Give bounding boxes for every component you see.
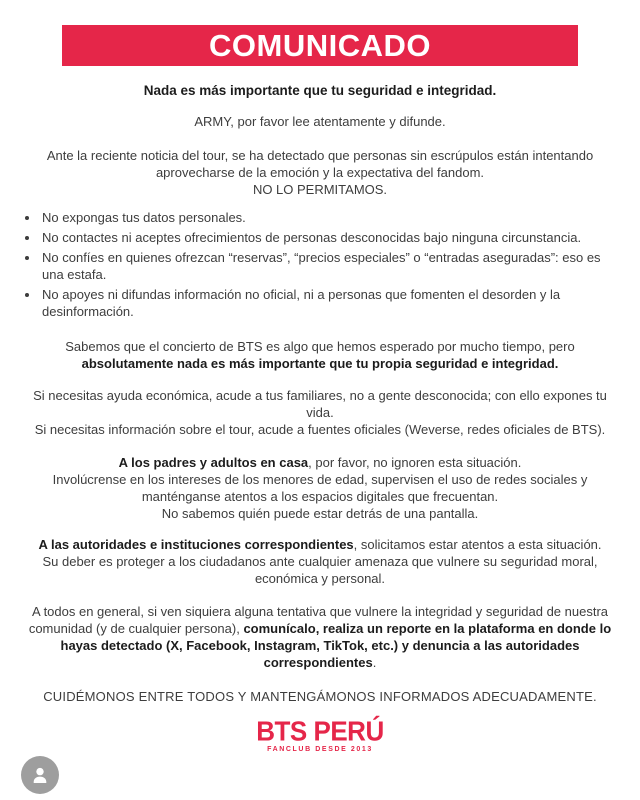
context-text: Ante la reciente noticia del tour, se ha detectado que personas sin escrúpulos están intentando aprovecharse de la emoción y la expectativa del fandom. xyxy=(46,148,594,180)
concert-paragraph xyxy=(0,338,640,372)
parents-line2: Involúcrense en los intereses de los menores de edad, supervisen el uso de redes sociales y manténganse atentos a los espacios digitales que frecuentan. xyxy=(52,472,588,504)
comunicado-banner xyxy=(62,25,578,66)
army-callout: ARMY, por favor lee atentamente y difunde. xyxy=(194,114,446,129)
everyone-text: A todos en general, si ven siquiera alguna tentativa que vulnere la integridad y seguridad de nuestra comunidad (y de cualquier persona), xyxy=(28,604,608,636)
page-title: COMUNICADO xyxy=(209,27,431,63)
help-paragraphs xyxy=(0,387,640,438)
emphasis-line: NO LO PERMITAMOS. xyxy=(252,182,388,197)
safety-rules-list xyxy=(26,209,610,320)
closing-line: CUIDÉMONOS ENTRE TODOS Y MANTENGÁMONOS INFORMADOS ADECUADAMENTE. xyxy=(43,689,597,704)
authorities-paragraph xyxy=(0,536,640,587)
context-paragraph xyxy=(0,147,640,198)
parents-bold-text: A los padres y adultos en casa xyxy=(118,455,309,470)
list-item: • No confíes en quienes ofrezcan “reservas”, “precios especiales” o “entradas aseguradas”: eso es una estafa. xyxy=(40,249,610,283)
list-item: • No apoyes ni difundas información no oficial, ni a personas que fomenten el desorden y la desinformación. xyxy=(40,286,610,320)
person-icon xyxy=(28,763,52,787)
headline: Nada es más importante que tu seguridad e integridad. xyxy=(143,83,497,98)
list-item: • No expongas tus datos personales. xyxy=(40,209,610,226)
authorities-line2: Su deber es proteger a los ciudadanos ante cualquier amenaza que vulnere su seguridad moral, económica y personal. xyxy=(42,554,598,586)
avatar[interactable] xyxy=(21,756,59,794)
everyone-end: . xyxy=(372,655,377,670)
everyone-paragraph xyxy=(0,603,640,671)
parents-line3: No sabemos quién puede estar detrás de una pantalla. xyxy=(161,506,479,521)
list-item: • No contactes ni aceptes ofrecimientos de personas desconocidas bajo ninguna circunstancia. xyxy=(40,229,610,246)
authorities-text: , solicitamos estar atentos a esta situación. xyxy=(353,537,602,552)
fanclub-logo-text: BTS PERÚ xyxy=(256,714,384,748)
concert-bold-text: absolutamente nada es más importante que tu propia seguridad e integridad. xyxy=(81,356,559,371)
authorities-bold-text: A las autoridades e instituciones correspondientes xyxy=(38,537,354,552)
fanclub-logo-tagline: FANCLUB DESDE 2013 xyxy=(267,746,373,753)
parents-text: , por favor, no ignoren esta situación. xyxy=(308,455,522,470)
concert-text: Sabemos que el concierto de BTS es algo que hemos esperado por mucho tiempo, pero xyxy=(65,339,575,354)
everyone-bold-text: comunícalo, realiza un reporte en la plataforma en donde lo hayas detectado (X, Facebook, Instagram, TikTok, etc.) y denuncia a las autoridades correspondientes xyxy=(60,621,612,670)
fanclub-logo xyxy=(0,714,640,753)
parents-paragraph xyxy=(0,454,640,522)
official-sources-text: Si necesitas información sobre el tour, acude a fuentes oficiales (Weverse, redes oficiales de BTS). xyxy=(34,422,606,437)
economic-help-text: Si necesitas ayuda económica, acude a tus familiares, no a gente desconocida; con ello expones tu vida. xyxy=(33,388,607,420)
